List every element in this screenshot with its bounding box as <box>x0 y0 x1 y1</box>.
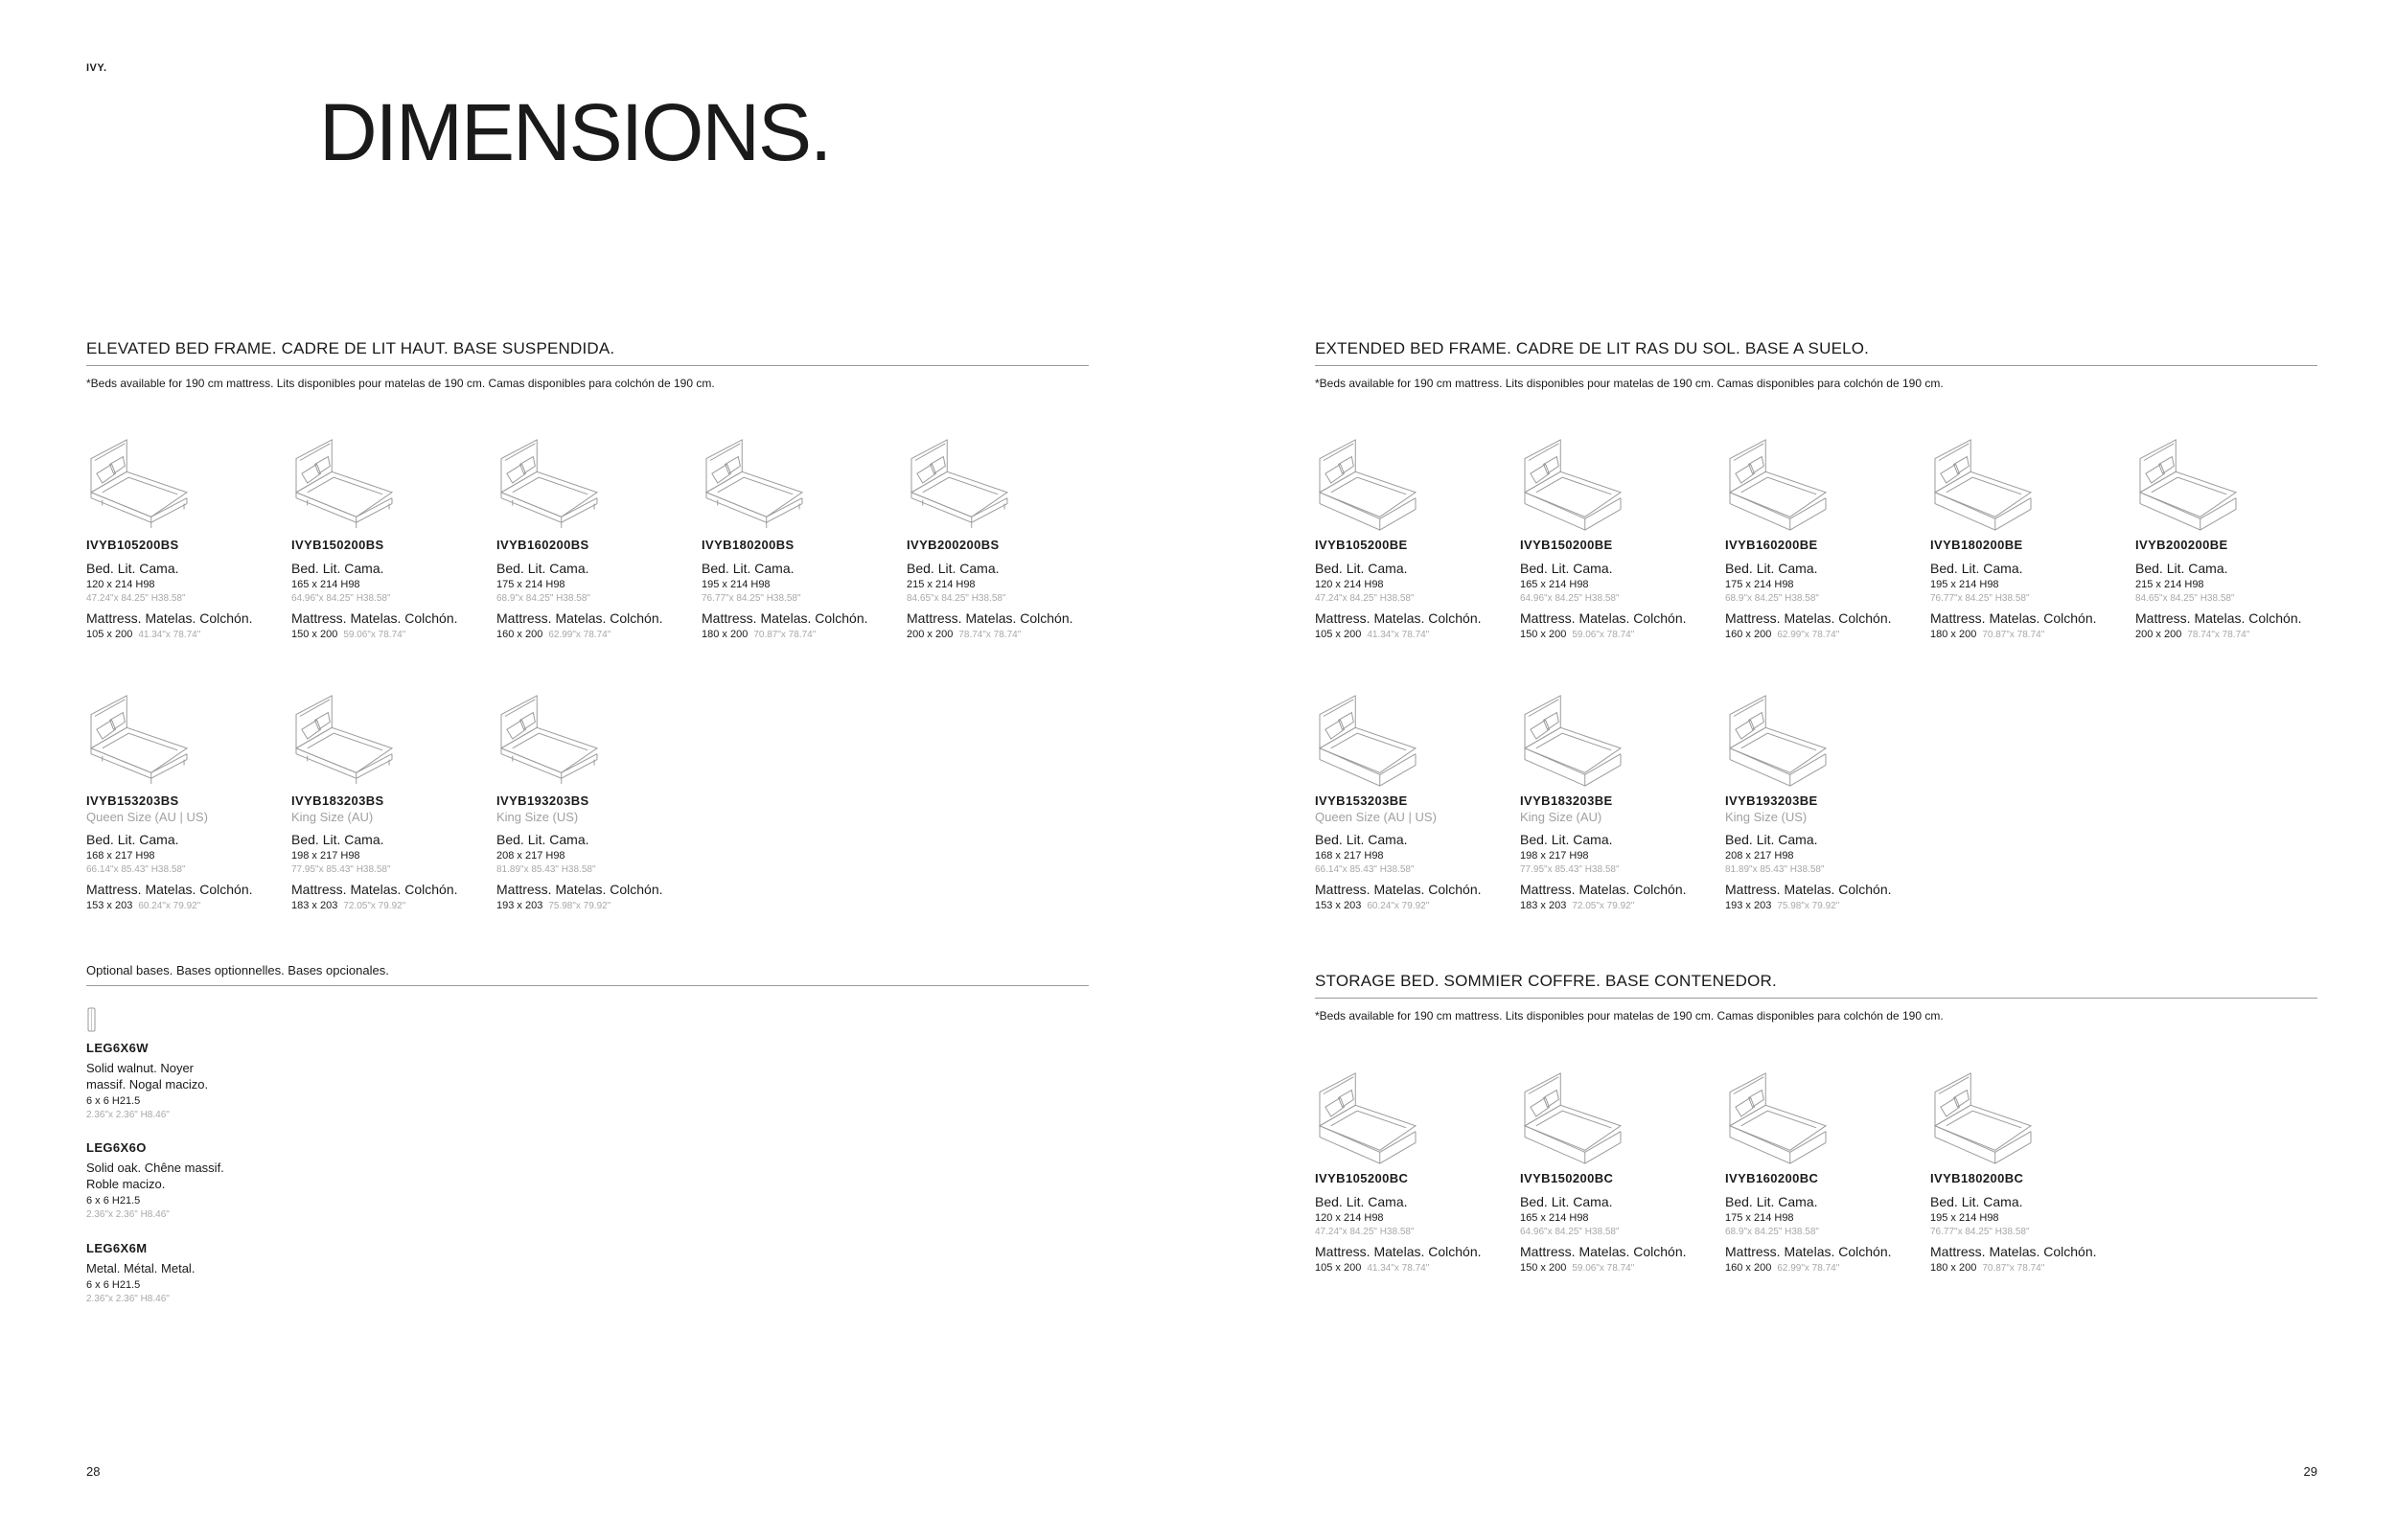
bed-dimensions: 195 x 214 H98 <box>702 579 771 590</box>
mattress-dimensions: 180 x 200 <box>1930 1262 1977 1274</box>
mattress-dimensions-row <box>1930 629 2135 640</box>
bed-dimensions-inches: 68.9"x 84.25" H38.58" <box>1725 1227 1819 1237</box>
bed-dimensions: 198 x 217 H98 <box>291 850 360 862</box>
bed-dimensions-inches: 76.77"x 84.25" H38.58" <box>1930 593 2030 604</box>
product-card[interactable] <box>291 692 496 911</box>
mattress-dimensions-inches: 70.87"x 78.74" <box>1982 1263 2045 1274</box>
bed-dimensions: 215 x 214 H98 <box>907 579 976 590</box>
mattress-label: Mattress. Matelas. Colchón. <box>291 610 458 626</box>
mattress-dimensions-row <box>1930 1262 2135 1274</box>
mattress-dimensions: 180 x 200 <box>1930 629 1977 640</box>
mattress-dimensions-inches: 41.34"x 78.74" <box>1367 1263 1430 1274</box>
elevated-divider <box>86 365 1089 366</box>
size-label: King Size (US) <box>496 810 579 824</box>
mattress-label: Mattress. Matelas. Colchón. <box>496 610 663 626</box>
bed-illustration-icon <box>1930 1069 2036 1165</box>
product-card[interactable] <box>1725 692 1930 911</box>
bed-dimensions: 215 x 214 H98 <box>2135 579 2204 590</box>
product-card[interactable] <box>291 436 496 640</box>
bed-dimensions-inches: 47.24"x 84.25" H38.58" <box>86 593 186 604</box>
bed-label: Bed. Lit. Cama. <box>86 561 179 576</box>
bed-illustration-icon <box>1930 436 2036 532</box>
bed-dimensions-inches: 84.65"x 84.25" H38.58" <box>907 593 1006 604</box>
leg-code: LEG6X6O <box>86 1140 147 1155</box>
bed-illustration-icon <box>1315 692 1420 788</box>
mattress-dimensions: 150 x 200 <box>1520 1262 1567 1274</box>
bed-dimensions-inches: 68.9"x 84.25" H38.58" <box>496 593 590 604</box>
mattress-dimensions-row <box>2135 629 2340 640</box>
bed-dimensions: 195 x 214 H98 <box>1930 579 1999 590</box>
mattress-dimensions: 200 x 200 <box>907 629 954 640</box>
bed-illustration-icon <box>907 436 1012 532</box>
leg-option[interactable] <box>86 1140 278 1220</box>
leg-icon <box>86 1006 98 1040</box>
bed-dimensions-inches: 64.96"x 84.25" H38.58" <box>1520 593 1620 604</box>
bed-dimensions-inches: 66.14"x 85.43" H38.58" <box>86 864 186 875</box>
mattress-label: Mattress. Matelas. Colchón. <box>496 882 663 897</box>
product-card[interactable] <box>1520 436 1725 640</box>
bed-label: Bed. Lit. Cama. <box>496 832 589 847</box>
bed-illustration-icon <box>1725 1069 1831 1165</box>
product-code: IVYB193203BE <box>1725 793 1818 808</box>
mattress-dimensions-row <box>1725 629 1930 640</box>
mattress-dimensions-inches: 72.05"x 79.92" <box>1572 901 1635 911</box>
elevated-row-2 <box>86 692 1112 911</box>
extended-section-title: EXTENDED BED FRAME. CADRE DE LIT RAS DU SOL. BASE A SUELO. <box>1315 339 1870 357</box>
mattress-label: Mattress. Matelas. Colchón. <box>1725 1244 1892 1259</box>
product-code: IVYB160200BE <box>1725 538 1818 552</box>
bed-dimensions-inches: 66.14"x 85.43" H38.58" <box>1315 864 1415 875</box>
bed-dimensions: 165 x 214 H98 <box>1520 1212 1589 1224</box>
product-card[interactable] <box>1725 436 1930 640</box>
mattress-dimensions: 193 x 203 <box>496 900 543 911</box>
bed-label: Bed. Lit. Cama. <box>1725 1194 1818 1209</box>
bed-dimensions-inches: 47.24"x 84.25" H38.58" <box>1315 1227 1415 1237</box>
mattress-dimensions-inches: 78.74"x 78.74" <box>958 630 1022 640</box>
mattress-dimensions-inches: 62.99"x 78.74" <box>548 630 611 640</box>
bed-illustration-icon <box>496 436 602 532</box>
product-code: IVYB183203BS <box>291 793 384 808</box>
mattress-dimensions-row <box>291 900 496 911</box>
mattress-dimensions: 150 x 200 <box>1520 629 1567 640</box>
mattress-dimensions: 105 x 200 <box>1315 629 1362 640</box>
bed-illustration-icon <box>1725 436 1831 532</box>
product-code: IVYB200200BS <box>907 538 1000 552</box>
product-code: IVYB105200BE <box>1315 538 1408 552</box>
product-card[interactable] <box>1520 692 1725 911</box>
mattress-dimensions-row <box>1520 1262 1725 1274</box>
mattress-label: Mattress. Matelas. Colchón. <box>1315 1244 1482 1259</box>
bed-label: Bed. Lit. Cama. <box>291 832 384 847</box>
mattress-dimensions-inches: 60.24"x 79.92" <box>1367 901 1430 911</box>
leg-code: LEG6X6M <box>86 1241 148 1255</box>
size-label: King Size (AU) <box>1520 810 1602 824</box>
bed-dimensions: 198 x 217 H98 <box>1520 850 1589 862</box>
bed-dimensions: 165 x 214 H98 <box>291 579 360 590</box>
leg-dimensions: 6 x 6 H21.5 <box>86 1095 141 1107</box>
bed-label: Bed. Lit. Cama. <box>1930 561 2023 576</box>
bed-dimensions: 168 x 217 H98 <box>86 850 155 862</box>
bed-dimensions-inches: 64.96"x 84.25" H38.58" <box>291 593 391 604</box>
mattress-dimensions-row <box>1520 900 1725 911</box>
mattress-dimensions-inches: 41.34"x 78.74" <box>1367 630 1430 640</box>
product-code: IVYB180200BC <box>1930 1171 2024 1185</box>
bed-label: Bed. Lit. Cama. <box>86 832 179 847</box>
product-code: IVYB180200BE <box>1930 538 2023 552</box>
product-card[interactable] <box>1520 1069 1725 1274</box>
bed-illustration-icon <box>291 436 397 532</box>
bed-dimensions: 208 x 217 H98 <box>496 850 565 862</box>
bed-illustration-icon <box>1315 1069 1420 1165</box>
product-code: IVYB105200BC <box>1315 1171 1409 1185</box>
mattress-dimensions-row <box>1725 900 1930 911</box>
bed-label: Bed. Lit. Cama. <box>1725 561 1818 576</box>
bed-label: Bed. Lit. Cama. <box>1520 1194 1613 1209</box>
bed-label: Bed. Lit. Cama. <box>1315 561 1408 576</box>
product-code: IVYB180200BS <box>702 538 795 552</box>
mattress-dimensions-inches: 75.98"x 79.92" <box>1777 901 1840 911</box>
mattress-label: Mattress. Matelas. Colchón. <box>291 882 458 897</box>
mattress-dimensions: 160 x 200 <box>1725 629 1772 640</box>
bed-dimensions: 175 x 214 H98 <box>1725 579 1794 590</box>
leg-dimensions-inches: 2.36"x 2.36" H8.46" <box>86 1110 170 1120</box>
size-label: Queen Size (AU | US) <box>1315 810 1437 824</box>
mattress-dimensions-inches: 62.99"x 78.74" <box>1777 1263 1840 1274</box>
mattress-dimensions-inches: 70.87"x 78.74" <box>753 630 817 640</box>
bed-dimensions-inches: 47.24"x 84.25" H38.58" <box>1315 593 1415 604</box>
elevated-row-1 <box>86 436 1112 640</box>
mattress-dimensions: 180 x 200 <box>702 629 749 640</box>
mattress-label: Mattress. Matelas. Colchón. <box>1725 882 1892 897</box>
mattress-dimensions-row <box>496 900 702 911</box>
mattress-label: Mattress. Matelas. Colchón. <box>1930 610 2097 626</box>
product-card[interactable] <box>86 692 291 911</box>
mattress-dimensions-inches: 41.34"x 78.74" <box>138 630 201 640</box>
bed-dimensions-inches: 64.96"x 84.25" H38.58" <box>1520 1227 1620 1237</box>
page-title: DIMENSIONS. <box>319 87 831 177</box>
leg-option[interactable] <box>86 1041 278 1120</box>
optional-divider <box>86 985 1089 986</box>
product-card[interactable] <box>2135 436 2340 640</box>
mattress-dimensions-row <box>702 629 907 640</box>
bed-dimensions: 175 x 214 H98 <box>1725 1212 1794 1224</box>
mattress-dimensions: 150 x 200 <box>291 629 338 640</box>
mattress-dimensions-row <box>1315 1262 1520 1274</box>
bed-illustration-icon <box>1725 692 1831 788</box>
mattress-dimensions: 200 x 200 <box>2135 629 2182 640</box>
storage-divider <box>1315 998 2317 999</box>
product-code: IVYB150200BC <box>1520 1171 1614 1185</box>
mattress-dimensions: 183 x 203 <box>291 900 338 911</box>
leg-dimensions-inches: 2.36"x 2.36" H8.46" <box>86 1294 170 1304</box>
bed-dimensions-inches: 76.77"x 84.25" H38.58" <box>702 593 801 604</box>
mattress-dimensions-inches: 59.06"x 78.74" <box>343 630 406 640</box>
product-code: IVYB160200BC <box>1725 1171 1819 1185</box>
mattress-dimensions-inches: 59.06"x 78.74" <box>1572 1263 1635 1274</box>
extended-row-1 <box>1315 436 2340 640</box>
bed-label: Bed. Lit. Cama. <box>291 561 384 576</box>
bed-dimensions-inches: 81.89"x 85.43" H38.58" <box>496 864 596 875</box>
leg-option[interactable] <box>86 1241 278 1304</box>
mattress-dimensions-row <box>907 629 1112 640</box>
extended-note: *Beds available for 190 cm mattress. Lits disponibles pour matelas de 190 cm. Camas disponibles para colchón de 190 cm. <box>1315 377 1944 390</box>
mattress-dimensions-inches: 70.87"x 78.74" <box>1982 630 2045 640</box>
product-code: IVYB153203BS <box>86 793 179 808</box>
mattress-dimensions-inches: 75.98"x 79.92" <box>548 901 611 911</box>
mattress-dimensions: 105 x 200 <box>1315 1262 1362 1274</box>
bed-label: Bed. Lit. Cama. <box>1930 1194 2023 1209</box>
product-card[interactable] <box>1315 1069 1520 1274</box>
mattress-label: Mattress. Matelas. Colchón. <box>86 610 253 626</box>
bed-illustration-icon <box>86 692 192 788</box>
mattress-dimensions-inches: 62.99"x 78.74" <box>1777 630 1840 640</box>
storage-note: *Beds available for 190 cm mattress. Lits disponibles pour matelas de 190 cm. Camas disponibles para colchón de 190 cm. <box>1315 1009 1944 1023</box>
extended-row-2 <box>1315 692 2340 911</box>
bed-dimensions-inches: 84.65"x 84.25" H38.58" <box>2135 593 2235 604</box>
leg-description: Solid walnut. Noyer massif. Nogal macizo. <box>86 1061 209 1092</box>
mattress-label: Mattress. Matelas. Colchón. <box>1520 610 1687 626</box>
product-card[interactable] <box>86 436 291 640</box>
bed-illustration-icon <box>1520 436 1625 532</box>
bed-illustration-icon <box>1520 692 1625 788</box>
bed-dimensions: 120 x 214 H98 <box>86 579 155 590</box>
size-label: King Size (AU) <box>291 810 374 824</box>
page-number-left: 28 <box>86 1464 101 1479</box>
mattress-label: Mattress. Matelas. Colchón. <box>1520 882 1687 897</box>
mattress-label: Mattress. Matelas. Colchón. <box>1315 610 1482 626</box>
mattress-dimensions: 160 x 200 <box>1725 1262 1772 1274</box>
mattress-label: Mattress. Matelas. Colchón. <box>1930 1244 2097 1259</box>
bed-dimensions: 175 x 214 H98 <box>496 579 565 590</box>
mattress-dimensions-row <box>86 629 291 640</box>
mattress-dimensions-inches: 78.74"x 78.74" <box>2187 630 2250 640</box>
bed-dimensions: 165 x 214 H98 <box>1520 579 1589 590</box>
bed-dimensions: 120 x 214 H98 <box>1315 579 1384 590</box>
product-card[interactable] <box>1725 1069 1930 1274</box>
bed-dimensions-inches: 68.9"x 84.25" H38.58" <box>1725 593 1819 604</box>
bed-illustration-icon <box>86 436 192 532</box>
product-card[interactable] <box>702 436 907 640</box>
bed-dimensions-inches: 77.95"x 85.43" H38.58" <box>291 864 391 875</box>
mattress-dimensions-row <box>496 629 702 640</box>
bed-dimensions: 195 x 214 H98 <box>1930 1212 1999 1224</box>
leg-dimensions: 6 x 6 H21.5 <box>86 1279 141 1291</box>
mattress-label: Mattress. Matelas. Colchón. <box>702 610 868 626</box>
product-card[interactable] <box>1315 692 1520 911</box>
elevated-note: *Beds available for 190 cm mattress. Lits disponibles pour matelas de 190 cm. Camas disponibles para colchón de 190 cm. <box>86 377 715 390</box>
bed-dimensions: 208 x 217 H98 <box>1725 850 1794 862</box>
mattress-dimensions-row <box>86 900 291 911</box>
extended-divider <box>1315 365 2317 366</box>
mattress-dimensions: 105 x 200 <box>86 629 133 640</box>
page-number-right: 29 <box>2303 1464 2317 1479</box>
product-code: IVYB193203BS <box>496 793 589 808</box>
mattress-dimensions-inches: 72.05"x 79.92" <box>343 901 406 911</box>
mattress-label: Mattress. Matelas. Colchón. <box>2135 610 2302 626</box>
bed-label: Bed. Lit. Cama. <box>1520 832 1613 847</box>
leg-code: LEG6X6W <box>86 1041 149 1055</box>
bed-dimensions-inches: 81.89"x 85.43" H38.58" <box>1725 864 1825 875</box>
product-card[interactable] <box>907 436 1112 640</box>
bed-label: Bed. Lit. Cama. <box>1725 832 1818 847</box>
size-label: King Size (US) <box>1725 810 1808 824</box>
leg-dimensions: 6 x 6 H21.5 <box>86 1195 141 1207</box>
mattress-dimensions: 160 x 200 <box>496 629 543 640</box>
size-label: Queen Size (AU | US) <box>86 810 208 824</box>
brand-label: IVY. <box>86 62 107 74</box>
mattress-label: Mattress. Matelas. Colchón. <box>1520 1244 1687 1259</box>
bed-illustration-icon <box>496 692 602 788</box>
mattress-dimensions-row <box>1315 900 1520 911</box>
bed-label: Bed. Lit. Cama. <box>1520 561 1613 576</box>
bed-label: Bed. Lit. Cama. <box>2135 561 2228 576</box>
elevated-section-title: ELEVATED BED FRAME. CADRE DE LIT HAUT. BASE SUSPENDIDA. <box>86 339 615 357</box>
bed-illustration-icon <box>1520 1069 1625 1165</box>
bed-dimensions: 120 x 214 H98 <box>1315 1212 1384 1224</box>
mattress-label: Mattress. Matelas. Colchón. <box>86 882 253 897</box>
bed-illustration-icon <box>702 436 807 532</box>
leg-description: Metal. Métal. Metal. <box>86 1261 196 1276</box>
product-code: IVYB153203BE <box>1315 793 1408 808</box>
product-code: IVYB160200BS <box>496 538 589 552</box>
leg-description: Solid oak. Chêne massif. Roble macizo. <box>86 1161 224 1191</box>
bed-illustration-icon <box>2135 436 2241 532</box>
product-card[interactable] <box>496 692 702 911</box>
mattress-label: Mattress. Matelas. Colchón. <box>907 610 1073 626</box>
product-code: IVYB200200BE <box>2135 538 2228 552</box>
mattress-dimensions-row <box>291 629 496 640</box>
storage-section-title: STORAGE BED. SOMMIER COFFRE. BASE CONTENEDOR. <box>1315 972 1777 990</box>
product-card[interactable] <box>1315 436 1520 640</box>
bed-dimensions-inches: 76.77"x 84.25" H38.58" <box>1930 1227 2030 1237</box>
product-card[interactable] <box>496 436 702 640</box>
product-card[interactable] <box>1930 1069 2135 1274</box>
mattress-label: Mattress. Matelas. Colchón. <box>1315 882 1482 897</box>
product-code: IVYB105200BS <box>86 538 179 552</box>
bed-label: Bed. Lit. Cama. <box>702 561 795 576</box>
mattress-dimensions: 153 x 203 <box>1315 900 1362 911</box>
product-code: IVYB150200BE <box>1520 538 1613 552</box>
product-code: IVYB183203BE <box>1520 793 1613 808</box>
optional-bases-title: Optional bases. Bases optionnelles. Bases opcionales. <box>86 963 389 977</box>
bed-illustration-icon <box>1315 436 1420 532</box>
bed-dimensions-inches: 77.95"x 85.43" H38.58" <box>1520 864 1620 875</box>
storage-row-1 <box>1315 1069 2340 1274</box>
mattress-dimensions-inches: 59.06"x 78.74" <box>1572 630 1635 640</box>
mattress-dimensions-row <box>1315 629 1520 640</box>
product-card[interactable] <box>1930 436 2135 640</box>
bed-label: Bed. Lit. Cama. <box>907 561 1000 576</box>
mattress-dimensions-row <box>1520 629 1725 640</box>
bed-illustration-icon <box>291 692 397 788</box>
mattress-dimensions: 183 x 203 <box>1520 900 1567 911</box>
bed-label: Bed. Lit. Cama. <box>496 561 589 576</box>
mattress-dimensions: 193 x 203 <box>1725 900 1772 911</box>
mattress-dimensions-inches: 60.24"x 79.92" <box>138 901 201 911</box>
mattress-dimensions: 153 x 203 <box>86 900 133 911</box>
mattress-label: Mattress. Matelas. Colchón. <box>1725 610 1892 626</box>
leg-dimensions-inches: 2.36"x 2.36" H8.46" <box>86 1209 170 1220</box>
bed-dimensions: 168 x 217 H98 <box>1315 850 1384 862</box>
bed-label: Bed. Lit. Cama. <box>1315 1194 1408 1209</box>
bed-label: Bed. Lit. Cama. <box>1315 832 1408 847</box>
product-code: IVYB150200BS <box>291 538 384 552</box>
mattress-dimensions-row <box>1725 1262 1930 1274</box>
